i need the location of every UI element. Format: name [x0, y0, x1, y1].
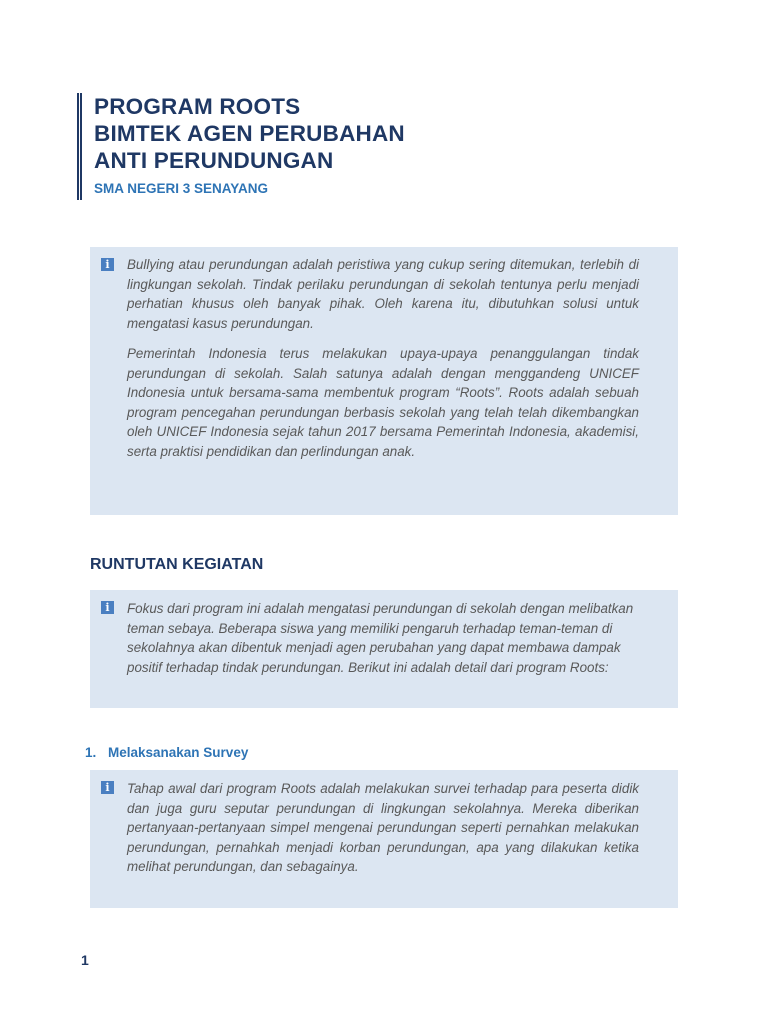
- step-1-number: 1.: [85, 745, 97, 760]
- title-line-2: BIMTEK AGEN PERUBAHAN: [94, 121, 405, 146]
- step-1-note-box: [90, 770, 678, 908]
- step-1-note-text: Tahap awal dari program Roots adalah melakukan survei terhadap para peserta didik dan juga guru seputar perundungan di lingkungan sekolahnya. Mereka diberikan pertanyaan-pertanyaan simpel mengenai perundungan seperti pernahkan melakukan perundungan, pernahkah menjadi korban perundungan, apa yang dilakukan ketika melihat perundungan, dan sebagainya.: [127, 781, 639, 875]
- intro-paragraph-2: Pemerintah Indonesia terus melakukan upaya-upaya penanggulangan tindak perundungan di sekolah. Salah satunya adalah dengan menggandeng UNICEF Indonesia untuk bersama-sama membentuk program “Roots”. Roots adalah sebuah program pencegahan perundungan berbasis sekolah yang telah telah dikembangkan oleh UNICEF Indonesia sejak tahun 2017 bersama Pemerintah Indonesia, akademisi, serta praktisi pendidikan dan perlindungan anak.: [127, 346, 639, 459]
- info-icon: i: [101, 601, 114, 614]
- page-number: 1: [81, 952, 89, 968]
- section-note-box: [90, 590, 678, 708]
- section-note-text: Fokus dari program ini adalah mengatasi perundungan di sekolah dengan melibatkan teman sebaya. Beberapa siswa yang memiliki pengaruh terhadap teman-teman di sekolahnya akan dibentuk menjadi agen perubahan yang dapat membawa dampak positif terhadap tindak perundungan. Berikut ini adalah detail dari program Roots:: [127, 601, 634, 675]
- title-line-3: ANTI PERUNDUNGAN: [94, 148, 334, 173]
- info-icon: i: [101, 258, 114, 271]
- title-line-1: PROGRAM ROOTS: [94, 94, 301, 119]
- intro-paragraph-1: Bullying atau perundungan adalah peristiwa yang cukup sering ditemukan, terlebih di lingkungan sekolah. Tindak perilaku perundungan di sekolah tentunya perlu menjadi perhatian khusus oleh banyak pihak. Oleh karena itu, dibutuhkan solusi untuk mengatasi kasus perundungan.: [127, 257, 639, 331]
- step-1-heading: [85, 745, 248, 760]
- intro-note-box: [90, 247, 678, 515]
- school-subtitle: SMA NEGERI 3 SENAYANG: [94, 181, 269, 196]
- section-heading-runtutan-kegiatan: RUNTUTAN KEGIATAN: [90, 556, 264, 573]
- document-title-block: [77, 93, 594, 200]
- info-icon: i: [101, 781, 114, 794]
- step-1-title: Melaksanakan Survey: [108, 745, 249, 760]
